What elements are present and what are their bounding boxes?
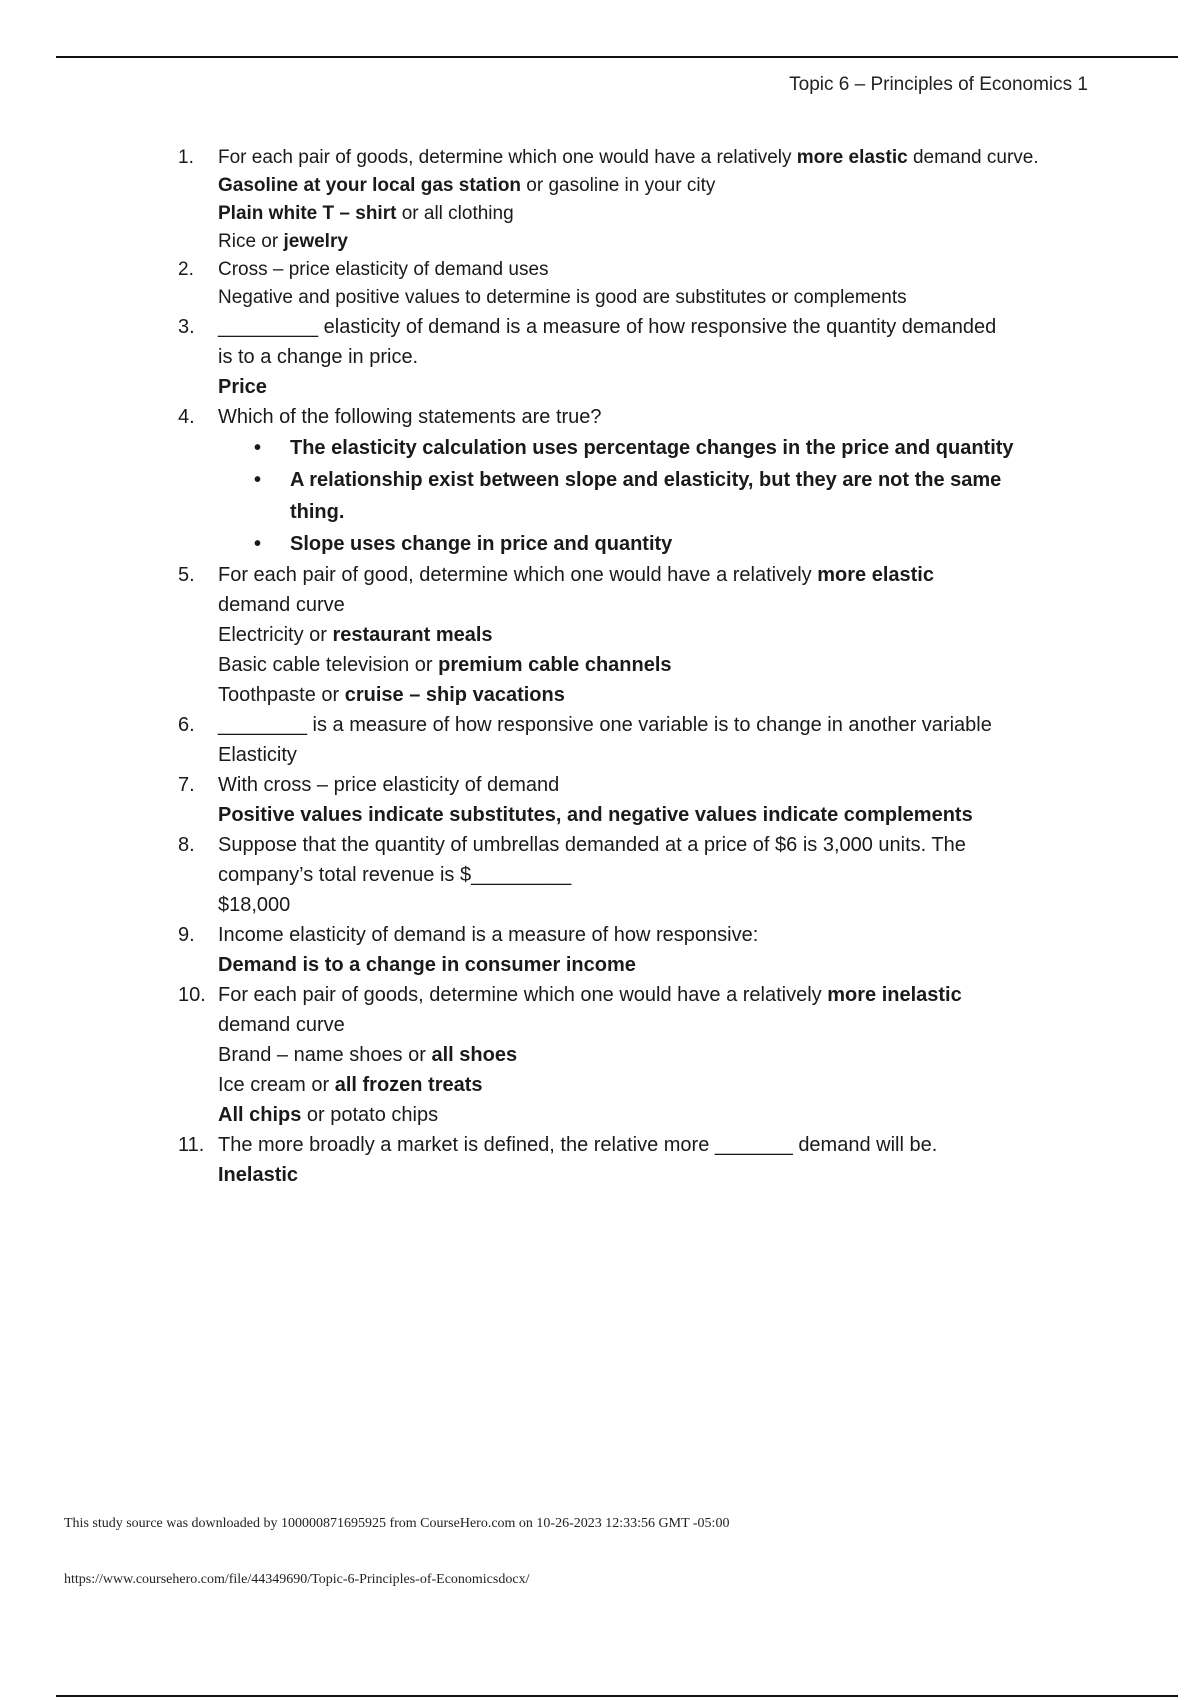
question-number: 3. — [178, 316, 195, 338]
bullet-icon: • — [254, 437, 262, 459]
question-prompt: Cross – price elasticity of demand uses — [218, 259, 549, 280]
answer-line: Toothpaste or cruise – ship vacations — [218, 684, 565, 706]
question-number: 1. — [178, 147, 194, 168]
download-notice: This study source was downloaded by 100000871695925 from CourseHero.com on 10-26-2023 12:33:56 GMT -05:00 — [64, 1516, 730, 1531]
question-prompt: demand curve — [218, 594, 345, 616]
answer-line: Demand is to a change in consumer income — [218, 954, 636, 976]
question-number: 11. — [178, 1134, 205, 1156]
question-4 — [178, 402, 1098, 560]
bullet-icon: • — [254, 469, 262, 491]
question-number: 8. — [178, 834, 195, 856]
question-number: 6. — [178, 714, 195, 736]
question-prompt: company’s total revenue is $_________ — [218, 864, 572, 886]
bullet-item: • The elasticity calculation uses percentage changes in the price and quantity — [290, 432, 1098, 464]
answer-line: Inelastic — [218, 1164, 299, 1186]
question-number: 9. — [178, 924, 195, 946]
answer-line: Basic cable television or premium cable channels — [218, 654, 672, 676]
question-number: 10. — [178, 984, 206, 1006]
top-rule — [56, 56, 1178, 58]
bottom-rule — [56, 1695, 1178, 1697]
question-11 — [178, 1130, 1098, 1190]
question-prompt: demand curve — [218, 1014, 345, 1036]
question-1 — [178, 144, 1098, 256]
question-prompt: For each pair of good, determine which one would have a relatively more elastic — [218, 564, 934, 586]
answer-line: Brand – name shoes or all shoes — [218, 1044, 518, 1066]
bullet-list — [218, 432, 1098, 560]
page-header: Topic 6 – Principles of Economics 1 — [789, 74, 1088, 95]
answer-line: Ice cream or all frozen treats — [218, 1074, 483, 1096]
answer-line: Gasoline at your local gas station or gasoline in your city — [218, 175, 716, 196]
question-prompt: Suppose that the quantity of umbrellas demanded at a price of $6 is 3,000 units. The — [218, 834, 966, 856]
answer-line: Positive values indicate substitutes, and negative values indicate complements — [218, 804, 973, 826]
question-prompt: is to a change in price. — [218, 346, 419, 368]
question-10 — [178, 980, 1098, 1130]
bullet-icon: • — [254, 533, 262, 555]
question-6 — [178, 710, 1098, 770]
answer-line: Elasticity — [218, 744, 297, 766]
answer-line: Plain white T – shirt or all clothing — [218, 203, 514, 224]
bullet-item: • A relationship exist between slope and elasticity, but they are not the same thing. — [290, 464, 1050, 528]
question-8 — [178, 830, 1098, 920]
question-2 — [178, 256, 1098, 312]
question-prompt: With cross – price elasticity of demand — [218, 774, 560, 796]
question-prompt: ________ is a measure of how responsive one variable is to change in another variable — [218, 714, 992, 736]
question-number: 2. — [178, 259, 194, 280]
question-3 — [178, 312, 1098, 402]
bullet-item: • Slope uses change in price and quantity — [290, 528, 1098, 560]
question-number: 4. — [178, 406, 195, 428]
question-prompt: _________ elasticity of demand is a measure of how responsive the quantity demanded — [218, 316, 997, 338]
answer-line: Electricity or restaurant meals — [218, 624, 493, 646]
answer-line: $18,000 — [218, 894, 291, 916]
answer-line: Negative and positive values to determine is good are substitutes or complements — [218, 287, 907, 308]
question-number: 5. — [178, 564, 195, 586]
answer-line: All chips or potato chips — [218, 1104, 439, 1126]
answer-line: Rice or jewelry — [218, 231, 348, 252]
question-5 — [178, 560, 1098, 710]
question-9 — [178, 920, 1098, 980]
source-url: https://www.coursehero.com/file/44349690/Topic-6-Principles-of-Economicsdocx/ — [64, 1572, 530, 1587]
question-prompt: Income elasticity of demand is a measure of how responsive: — [218, 924, 759, 946]
question-prompt: Which of the following statements are true? — [218, 406, 602, 428]
question-7 — [178, 770, 1098, 830]
question-prompt: The more broadly a market is defined, the relative more _______ demand will be. — [218, 1134, 938, 1156]
question-prompt: For each pair of goods, determine which one would have a relatively more elastic demand curve. — [218, 147, 1039, 168]
answer-line: Price — [218, 376, 267, 398]
question-number: 7. — [178, 774, 195, 796]
question-list — [178, 144, 1098, 1190]
question-prompt: For each pair of goods, determine which one would have a relatively more inelastic — [218, 984, 962, 1006]
